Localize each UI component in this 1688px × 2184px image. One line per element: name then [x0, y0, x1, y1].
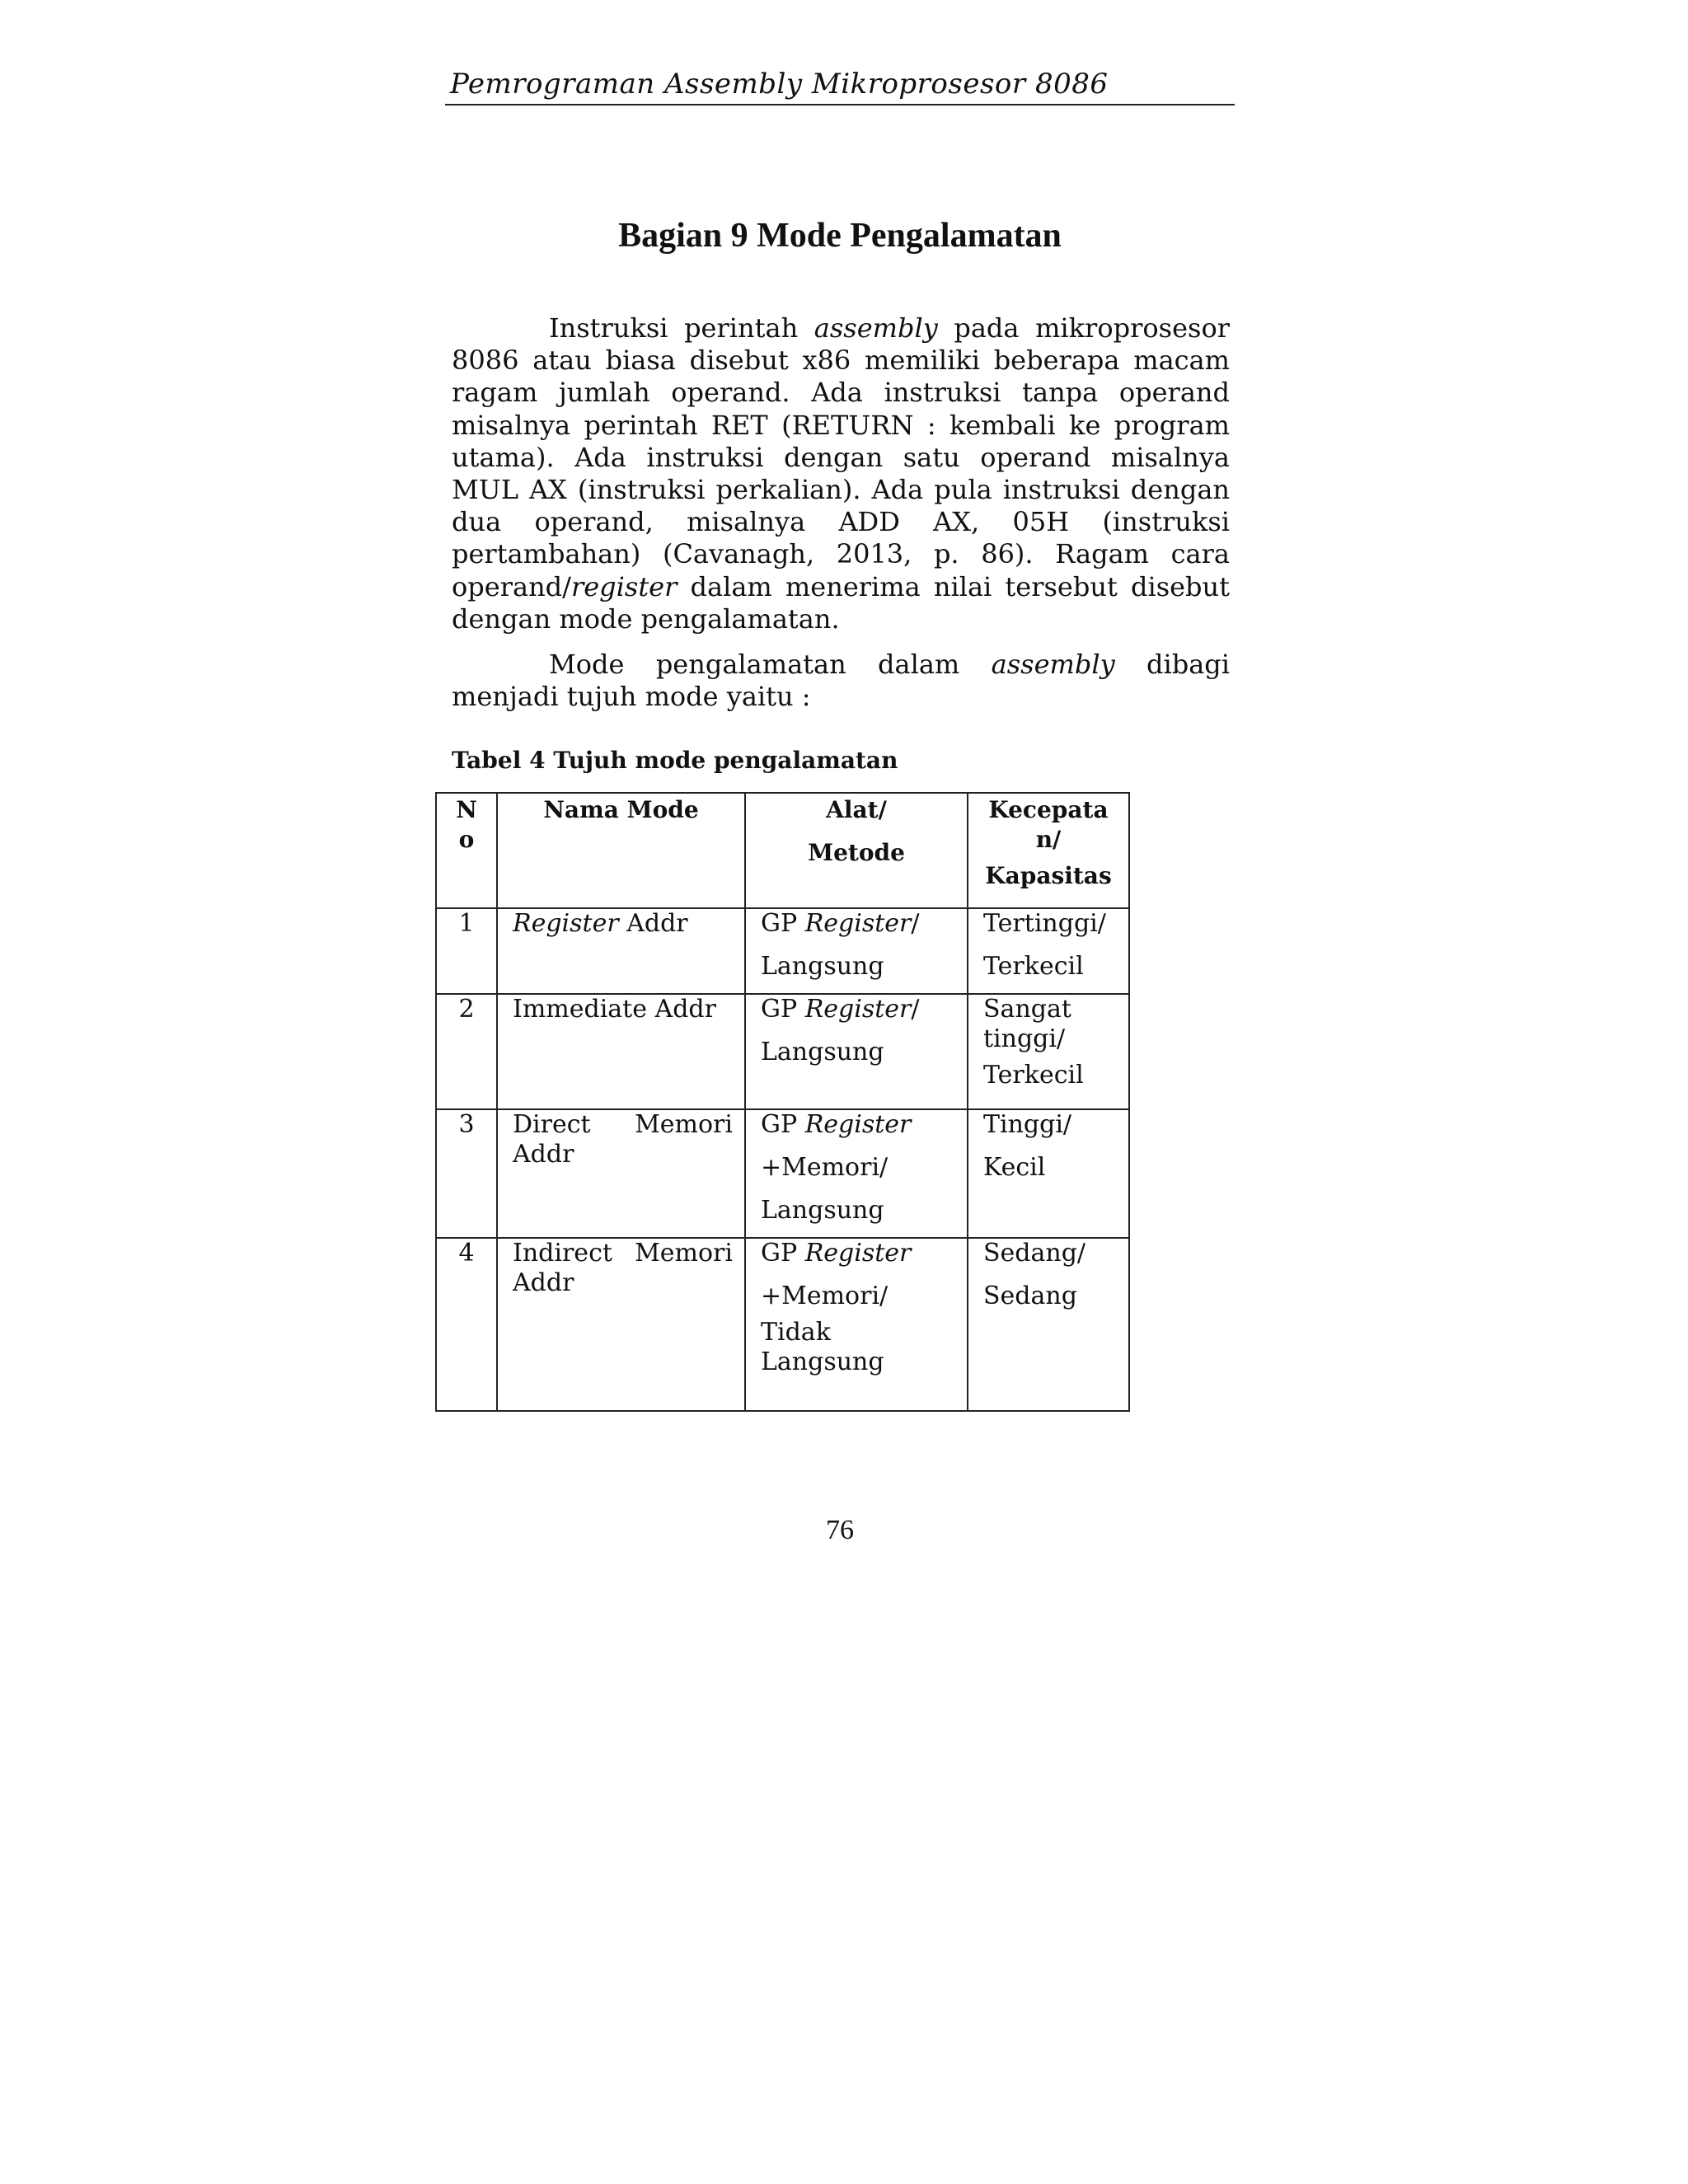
- page-number: 76: [826, 1515, 854, 1545]
- paragraph-1-line-4: misalnya perintah RET (RETURN : kembali ke program: [452, 409, 1230, 441]
- chapter-title: Bagian 9 Mode Pengalamatan: [618, 217, 1062, 255]
- row-1-name-rest: Addr: [618, 909, 688, 938]
- row-3-name: [497, 1109, 745, 1238]
- header-name-text: Nama Mode: [543, 796, 699, 823]
- row-4-speed-line-2: Sedang: [983, 1282, 1077, 1310]
- table-row: [436, 1238, 1129, 1411]
- header-speed: [968, 793, 1129, 908]
- row-1-method-text: GP: [761, 909, 805, 938]
- header-speed-line-3: Kapasitas: [985, 862, 1112, 889]
- row-1-method-italic: Register: [804, 909, 912, 938]
- row-3-speed-line-2: Kecil: [983, 1153, 1046, 1182]
- row-4-method-text: GP: [761, 1239, 805, 1268]
- row-3-method-italic: Register: [804, 1110, 912, 1139]
- paragraph-1-line-3: ragam jumlah operand. Ada instruksi tanpa operand: [452, 377, 1230, 409]
- row-4-method: [745, 1238, 968, 1411]
- paragraph-1-line-8: pertambahan) (Cavanagh, 2013, p. 86). Ragam cara: [452, 538, 1230, 570]
- row-1-name: [497, 908, 745, 994]
- row-2-method-line-2: Langsung: [761, 1038, 884, 1066]
- paragraph-1-line-10: dengan mode pengalamatan.: [452, 602, 840, 635]
- header-no: [436, 793, 497, 908]
- header-speed-line-2: n/: [1035, 826, 1062, 853]
- table-row: [436, 1109, 1129, 1238]
- paragraph-1-line-9a: operand/: [452, 570, 571, 602]
- paragraph-2-text-a: Mode pengalamatan dalam: [549, 649, 992, 680]
- paragraph-1-line-6: MUL AX (instruksi perkalian). Ada pula instruksi dengan: [452, 474, 1230, 506]
- row-1-speed-line-2: Terkecil: [983, 952, 1084, 981]
- row-3-method-line-3: Langsung: [761, 1196, 884, 1225]
- addressing-modes-table: [435, 792, 1130, 1412]
- row-4-name-word-1: Indirect: [513, 1239, 612, 1268]
- row-2-speed: [968, 994, 1129, 1109]
- paragraph-1: [452, 312, 1230, 635]
- row-1-method-slash: /: [911, 909, 920, 938]
- row-1-speed-line-1: Tertinggi/: [983, 909, 1106, 938]
- row-4-method-italic: Register: [804, 1239, 912, 1268]
- row-4-method-line-4: Langsung: [761, 1347, 884, 1376]
- row-2-no: 2: [436, 994, 497, 1109]
- header-method-line-2: Metode: [808, 839, 905, 866]
- row-3-name-line-2: Addr: [513, 1140, 574, 1169]
- paragraph-1-italic-assembly: assembly: [814, 312, 938, 344]
- row-4-method-line-3: Tidak: [761, 1318, 831, 1347]
- row-4-name-line-2: Addr: [513, 1268, 574, 1297]
- header-speed-line-1: Kecepata: [988, 796, 1109, 823]
- header-name: [497, 793, 745, 908]
- paragraph-1-italic-register: register: [570, 570, 678, 602]
- row-2-speed-line-3: Terkecil: [983, 1061, 1084, 1090]
- row-3-no: 3: [436, 1109, 497, 1238]
- row-2-method: [745, 994, 968, 1109]
- paragraph-1-line-5: utama). Ada instruksi dengan satu operand misalnya: [452, 441, 1230, 473]
- row-3-method: [745, 1109, 968, 1238]
- paragraph-1-text-a: Instruksi perintah: [549, 312, 814, 344]
- row-3-speed: [968, 1109, 1129, 1238]
- row-4-speed-line-1: Sedang/: [983, 1239, 1086, 1268]
- table-header-row: [436, 793, 1129, 908]
- row-1-name-italic: Register: [513, 909, 619, 938]
- header-no-line-1: N: [456, 796, 477, 823]
- row-2-speed-line-2: tinggi/: [983, 1024, 1066, 1053]
- row-4-speed: [968, 1238, 1129, 1411]
- row-2-name: Immediate Addr: [497, 994, 745, 1109]
- header-method-line-1: Alat/: [826, 796, 887, 823]
- header-method: [745, 793, 968, 908]
- paragraph-2-line-2: menjadi tujuh mode yaitu :: [452, 681, 811, 713]
- row-4-no: 4: [436, 1238, 497, 1411]
- row-4-name-word-2: Memori: [635, 1239, 733, 1268]
- row-2-speed-line-1: Sangat: [983, 995, 1071, 1024]
- row-4-method-line-2: +Memori/: [761, 1282, 889, 1310]
- running-header: [445, 64, 1235, 105]
- row-3-name-word-2: Memori: [635, 1110, 733, 1139]
- row-1-speed: [968, 908, 1129, 994]
- table-row: [436, 908, 1129, 994]
- row-1-no: 1: [436, 908, 497, 994]
- table-row: [436, 994, 1129, 1109]
- running-title: Pemrograman Assembly Mikroprosesor 8086: [450, 68, 1109, 101]
- row-3-name-word-1: Direct: [513, 1110, 591, 1139]
- row-3-speed-line-1: Tinggi/: [983, 1110, 1072, 1139]
- row-1-method-line-2: Langsung: [761, 952, 884, 981]
- paragraph-2: [452, 649, 1230, 713]
- row-3-method-line-2: +Memori/: [761, 1153, 889, 1182]
- paragraph-1-text-b: pada mikroprosesor: [937, 312, 1231, 344]
- paragraph-2-text-b: dibagi: [1114, 649, 1231, 680]
- row-3-method-text: GP: [761, 1110, 805, 1139]
- table-caption: Tabel 4 Tujuh mode pengalamatan: [452, 747, 898, 774]
- paragraph-1-line-7: dua operand, misalnya ADD AX, 05H (instruksi: [452, 506, 1230, 538]
- row-4-name: [497, 1238, 745, 1411]
- paragraph-1-line-2: 8086 atau biasa disebut x86 memiliki beberapa macam: [452, 344, 1230, 377]
- row-2-method-slash: /: [911, 995, 920, 1024]
- header-no-line-2: o: [458, 826, 475, 853]
- paragraph-2-italic-assembly: assembly: [991, 649, 1115, 680]
- row-2-method-text: GP: [761, 995, 805, 1024]
- paragraph-1-line-9b: dalam menerima nilai tersebut disebut: [677, 570, 1230, 602]
- row-2-method-italic: Register: [804, 995, 912, 1024]
- row-1-method: [745, 908, 968, 994]
